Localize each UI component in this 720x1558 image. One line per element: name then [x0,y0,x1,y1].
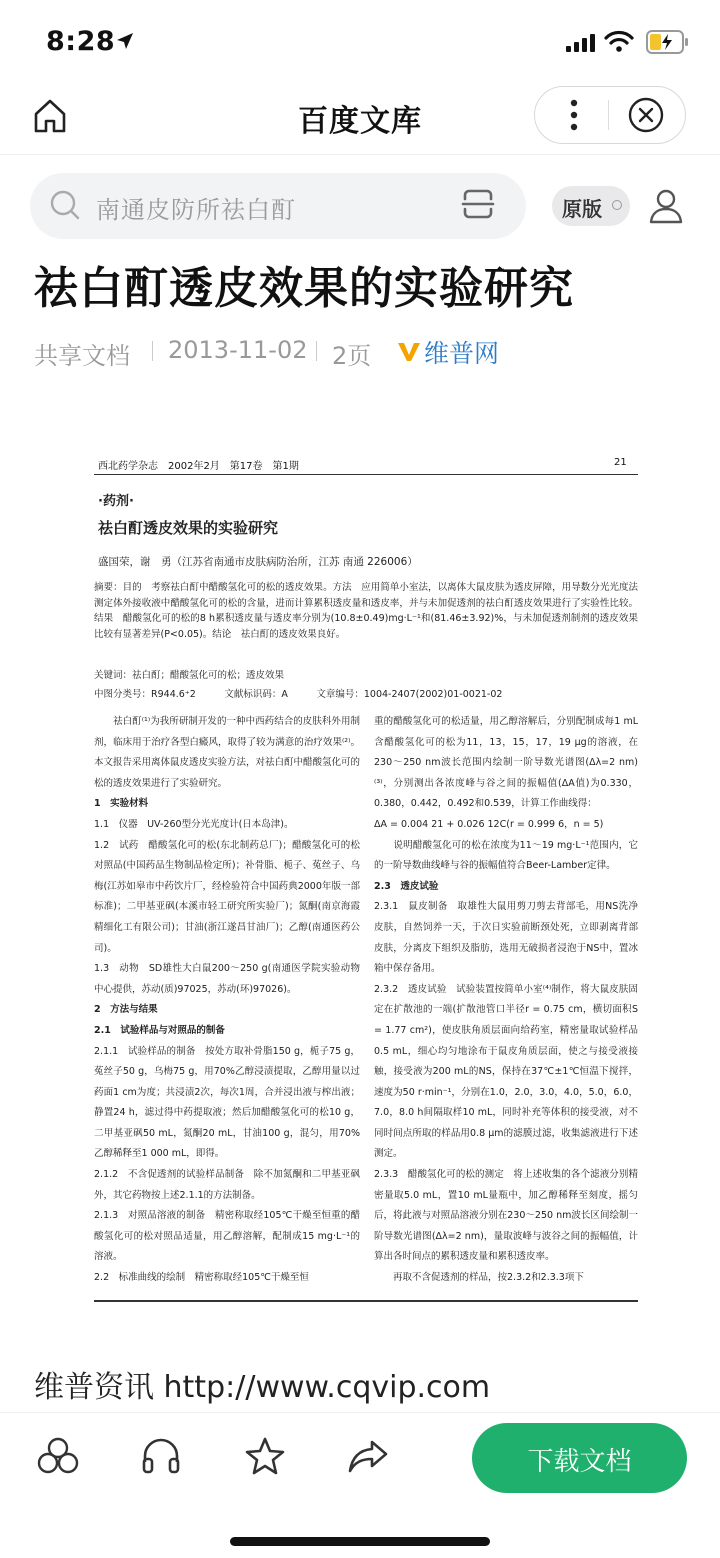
paragraph: 再取不含促透剂的样品，按2.3.2和2.3.3项下 [374,1272,584,1284]
source-line: 维普资讯 http://www.cqvip.com [34,1370,491,1405]
paper-left-column [94,712,360,1289]
wifi-icon [604,30,634,52]
cellular-signal-icon [566,34,598,52]
user-icon[interactable] [646,186,686,226]
home-indicator [230,1537,490,1546]
headphones-icon[interactable] [140,1436,182,1476]
battery-icon [646,30,690,54]
paragraph: 2.2 标准曲线的绘制 精密称取经105℃干燥至恒 [94,1272,309,1284]
document-pages: 2页 [332,342,372,370]
section-label: ·药剂· [98,494,134,509]
paragraph: 2.3.3 醋酸氢化可的松的测定 将上述收集的各个滤液分别精密量取5.0 mL，置10 mL量瓶中，加乙醇稀释至刻度，摇匀后，将此液与对照品溶液分别在230～250 nm波长区间绘制一阶导数光谱图(Δλ=2 nm)，量取波峰与波谷之间的振幅值，计算出各时间点的累积透皮量和累积透皮率。 [374,1169,638,1263]
capsule-divider [608,100,609,130]
meta-separator [316,341,317,361]
paper-authors: 盛国荣，谢 勇（江苏省南通市皮肤病防治所，江苏 南通 226006） [98,556,418,568]
page-bottom-rule [94,1300,638,1302]
paper-classification: 中图分类号：R944.6⁺2 文献标识码：A 文章编号：1004-2407(2002)01-0021-02 [94,689,503,700]
location-arrow-icon [116,32,134,50]
download-button-label: 下载文档 [527,1447,632,1477]
status-time: 8:28 [46,26,116,57]
header-rule [94,474,638,475]
paragraph: 2.3.2 透皮试验 试验装置按简单小室⁽⁴⁾制作，将大鼠皮肤固定在扩散池的一端(扩散池管口半径r = 0.75 cm，横切面积S = 1.77 cm²)，使皮肤角质层面向给药室，精密量取试验样品0.5 mL，细心均匀地涂布于鼠皮角质层面，使之与接受液接触，接受液为200 mL的NS，保持在37℃±1℃恒温下搅拌，速度为50 r·min⁻¹，分别在1.0，2.0，3.0，4.0，5.0，6.0，7.0，8.0 h间隔取样10 mL，同时补充等体积的接受液，对不同时间点所取的样品用0.8 μm的滤膜过滤，收集滤液进行下述测定。 [374,983,638,1160]
heading: 1 实验材料 [94,798,149,810]
page-number: 21 [614,457,627,468]
paragraph: 祛白酊⁽¹⁾为我所研制开发的一种中西药结合的皮肤科外用制剂，临床用于治疗各型白癜风，取得了较为满意的治疗效果⁽²⁾。本文报告采用离体鼠皮透皮实验方法，对祛白酊中醋酸氢化可的松的透皮效果进行了实验研究。 [94,716,361,789]
paper-abstract: 摘要：目的 考察祛白酊中醋酸氢化可的松的透皮效果。方法 应用简单小室法，以离体大鼠皮肤为透皮屏障，用导数分光光度法测定体外接收液中醋酸氢化可的松的含量，进而计算累积透皮量和透皮率，并与未加促透剂的祛白酊透皮效果进行了实验性比较。结果 醋酸氢化可的松的8 h累积透皮量与透皮率分别为(10.8±0.49)mg·L⁻¹和(81.46±3.92)%，与未加促透剂制剂的透皮效果比较有显著差异(P<0.05)。结论 祛白酊的透皮效果良好。 [94,582,638,640]
circles-icon[interactable] [36,1436,80,1476]
heading: 2 方法与结果 [94,1004,158,1016]
close-icon[interactable] [628,97,664,133]
scan-icon[interactable] [461,187,495,221]
paper-right-column [374,712,638,1289]
equation: ΔA = 0.004 21 + 0.026 12C(r = 0.999 6，n = 5) [374,818,604,830]
paragraph: 说明醋酸氢化可的松在浓度为11～19 mg·L⁻¹范围内，它的一阶导数曲线峰与谷的振幅值符合Beer-Lamber定律。 [374,839,638,872]
document-source[interactable]: 维普网 [424,339,500,368]
paragraph: 重的醋酸氢化可的松适量，用乙醇溶解后，分别配制成每1 mL含醋酸氢化可的松为11，13，15，17，19 μg的溶液，在230～250 nm波长范围内绘制一阶导数光谱图(Δλ=2 nm)⁽³⁾，分别测出各浓度峰与谷之间的振幅值(ΔA值)为0.330，0.380，0.442，0.492和0.539，计算工作曲线得： [374,716,638,810]
paragraph: 2.1.2 不含促透剂的试验样品制备 除不加氮酮和二甲基亚砜外，其它药物按上述2.1.1的方法制备。 [94,1169,360,1201]
paragraph: 1.1 仪器 UV-260型分光光度计(日本岛津)。 [94,818,294,830]
document-title: 祛白酊透皮效果的实验研究 [34,263,574,314]
document-date: 2013-11-02 [168,336,308,364]
app-title: 百度文库 [298,104,422,139]
more-icon[interactable] [560,98,588,132]
heading: 2.3 透皮试验 [374,880,439,892]
paragraph: 2.3.1 鼠皮制备 取雄性大鼠用剪刀剪去背部毛，用NS洗净皮肤，自然饲养一天，于次日实验前断颈处死，立即剥离背部皮肤，分离皮下组织及脂肪，选用无破损者浸泡于NS中，置冰箱中保存备用。 [374,901,638,975]
paragraph: 2.1.1 试验样品的制备 按处方取补骨脂150 g，栀子75 g，菟丝子50 g，乌梅75 g，用70%乙醇浸渍提取，乙醇用量以过药面1 cm为度；共浸渍2次，每次1周，合并浸出液与榨出液；静置24 h，滤过得中药提取液；然后加醋酸氢化可的松10 g，二甲基亚砜50 mL，氮酮20 mL，甘油100 g，混匀，用70%乙醇稀释至1 000 mL，即得。 [94,1045,360,1160]
paper-keywords: 关键词：祛白酊；醋酸氢化可的松；透皮效果 [94,670,285,681]
vip-logo-icon [396,338,422,364]
paragraph: 2.1.3 对照品溶液的制备 精密称取经105℃干燥至恒重的醋酸氢化可的松对照品适量，用乙醇溶解，配制成15 mg·L⁻¹的溶液。 [94,1210,360,1263]
heading: 2.1 试验样品与对照品的制备 [94,1024,225,1036]
search-placeholder: 南通皮防所祛白酊 [96,196,296,224]
journal-header: 西北药学杂志 2002年2月 第17卷 第1期 [98,461,299,472]
paragraph: 1.2 试药 醋酸氢化可的松(东北制药总厂)；醋酸氢化可的松对照品(中国药品生物制品检定所)；补骨脂、栀子、菟丝子、乌梅(江苏如皋市中药饮片厂，经检验符合中国药典2000年版一部标准)；二甲基亚砜(本溪市轻工研究所实验厂)；氮酮(南京海霞精细化工有限公司)；甘油(浙江遂昌甘油厂)；乙醇(南通医药公司)。 [94,839,360,954]
paragraph: 1.3 动物 SD雄性大白鼠200～250 g(南通医学院实验动物中心提供，苏动(质)97025，苏动(环)97026)。 [94,963,360,995]
share-icon[interactable] [346,1436,390,1476]
header-divider [0,154,720,155]
bottom-divider [0,1412,720,1413]
document-type: 共享文档 [34,342,130,370]
search-icon [48,188,82,222]
star-icon[interactable] [244,1436,286,1476]
original-toggle-label: 原版 [562,197,602,221]
toggle-knob-icon [612,200,622,210]
paper-title: 祛白酊透皮效果的实验研究 [98,519,279,537]
meta-separator [152,341,153,361]
